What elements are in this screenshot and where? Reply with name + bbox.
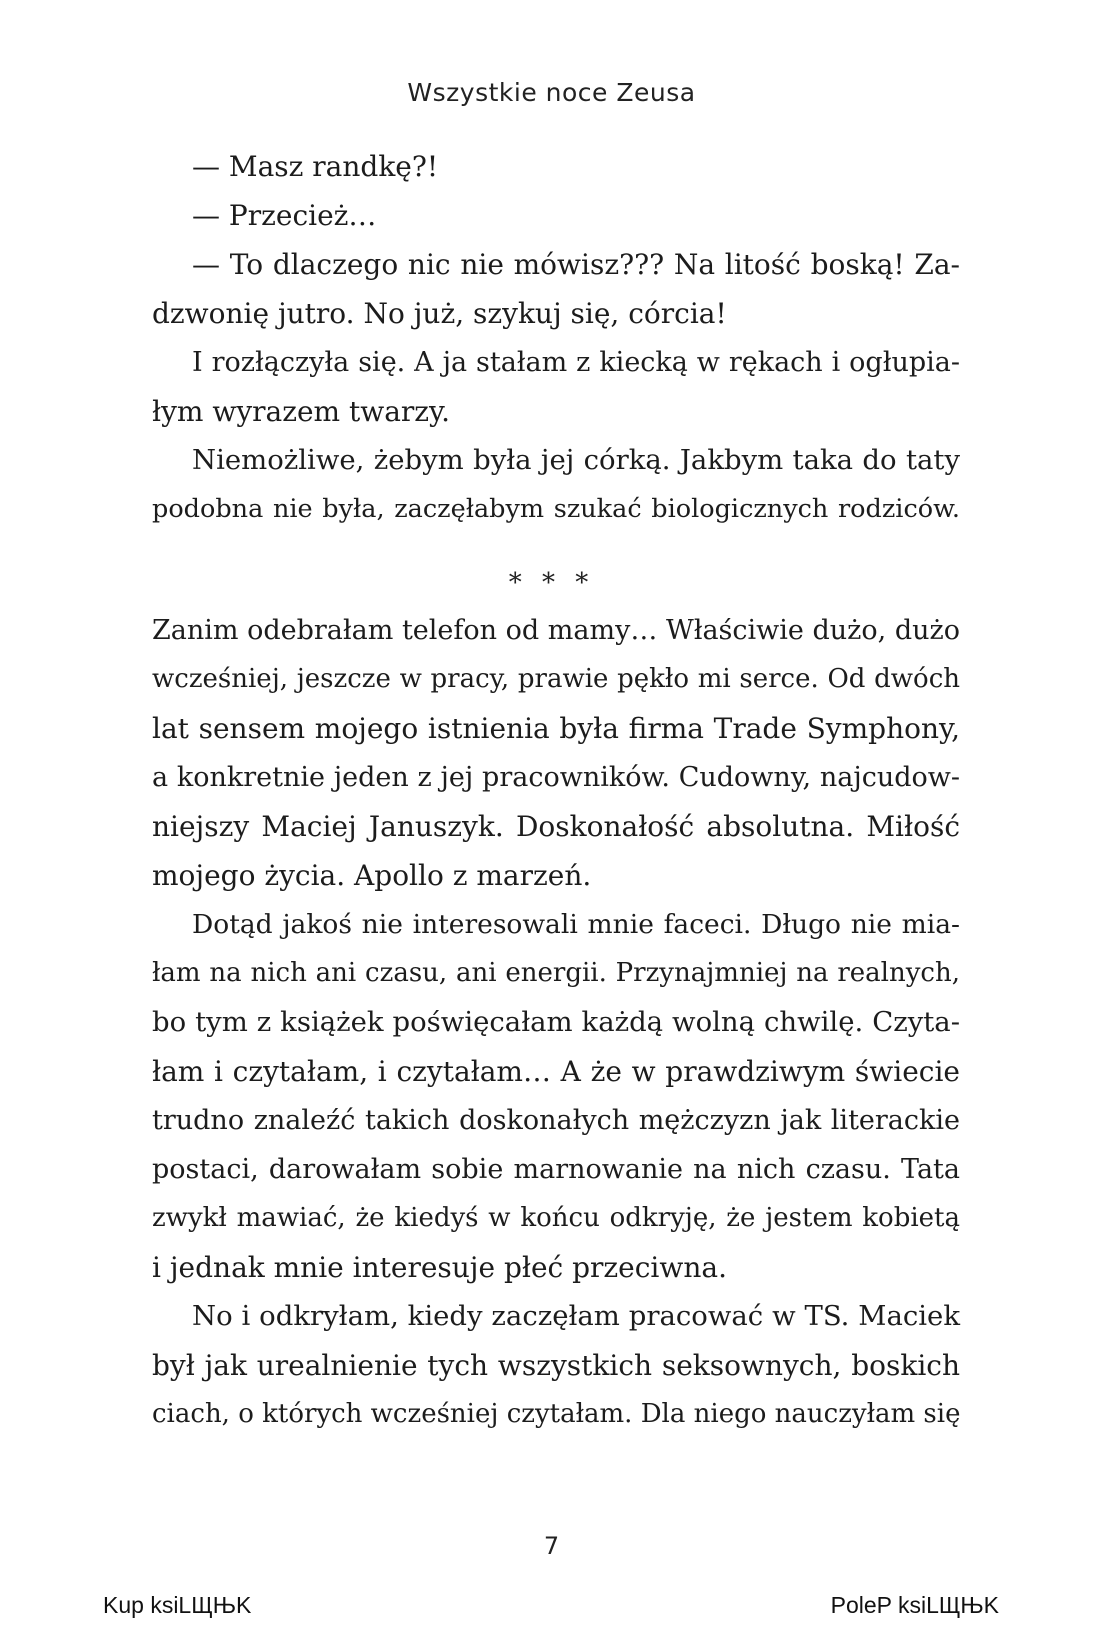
section-separator: * * *: [508, 568, 595, 598]
text-line: łym wyrazem twarzy.: [152, 395, 451, 428]
text-line: No i odkryłam, kiedy zaczęłam pracować w TS. Maciek: [192, 1300, 960, 1332]
recommend-book-link[interactable]: PoleP ksiLЩЊK: [830, 1592, 999, 1618]
text-block-1: [152, 142, 960, 534]
text-line: postaci, darowałam sobie marnowanie na nich czasu. Tata: [152, 1154, 960, 1185]
page-number: 7: [543, 1532, 560, 1560]
buy-book-link[interactable]: Kup ksiLЩЊK: [103, 1592, 252, 1618]
text-line: niejszy Maciej Januszyk. Doskonałość absolutna. Miłość: [152, 810, 960, 843]
text-line: — Przecież…: [192, 199, 377, 232]
text-line: i jednak mnie interesuje płeć przeciwna.: [152, 1251, 727, 1284]
text-line: lat sensem mojego istnienia była firma Trade Symphony,: [152, 712, 960, 745]
text-block-2: [152, 606, 960, 1439]
text-line: I rozłączyła się. A ja stałam z kiecką w rękach i ogłupia-: [192, 347, 960, 378]
text-line: ciach, o których wcześniej czytałam. Dla niego nauczyłam się: [152, 1399, 961, 1429]
running-title: Wszystkie noce Zeusa: [407, 78, 696, 107]
text-line: łam i czytałam, i czytałam… A że w prawdziwym świecie: [152, 1055, 960, 1088]
text-line: Dotąd jakoś nie interesowali mnie faceci. Długo nie mia-: [192, 909, 960, 940]
text-line: trudno znaleźć takich doskonałych mężczyzn jak literackie: [152, 1105, 960, 1136]
text-line: Niemożliwe, żebym była jej córką. Jakbym taka do taty: [192, 444, 960, 476]
text-line: mojego życia. Apollo z marzeń.: [152, 859, 592, 892]
text-line: podobna nie była, zaczęłabym szukać biologicznych rodziców.: [152, 494, 960, 524]
text-line: Zanim odebrałam telefon od mamy… Właściwie dużo, dużo: [152, 615, 960, 646]
text-line: dzwonię jutro. No już, szykuj się, córcia!: [152, 297, 727, 330]
text-line: — To dlaczego nic nie mówisz??? Na litość boską! Za-: [192, 248, 960, 281]
text-line: łam na nich ani czasu, ani energii. Przynajmniej na realnych,: [152, 958, 960, 988]
text-line: — Masz randkę?!: [192, 150, 439, 183]
text-line: a konkretnie jeden z jej pracowników. Cudowny, najcudow-: [152, 762, 960, 793]
text-line: był jak urealnienie tych wszystkich seksownych, boskich: [152, 1349, 960, 1382]
text-line: wcześniej, jeszcze w pracy, prawie pękło mi serce. Od dwóch: [152, 664, 960, 694]
text-line: bo tym z książek poświęcałam każdą wolną chwilę. Czyta-: [152, 1006, 960, 1038]
text-line: zwykł mawiać, że kiedyś w końcu odkryję, że jestem kobietą: [152, 1203, 960, 1233]
